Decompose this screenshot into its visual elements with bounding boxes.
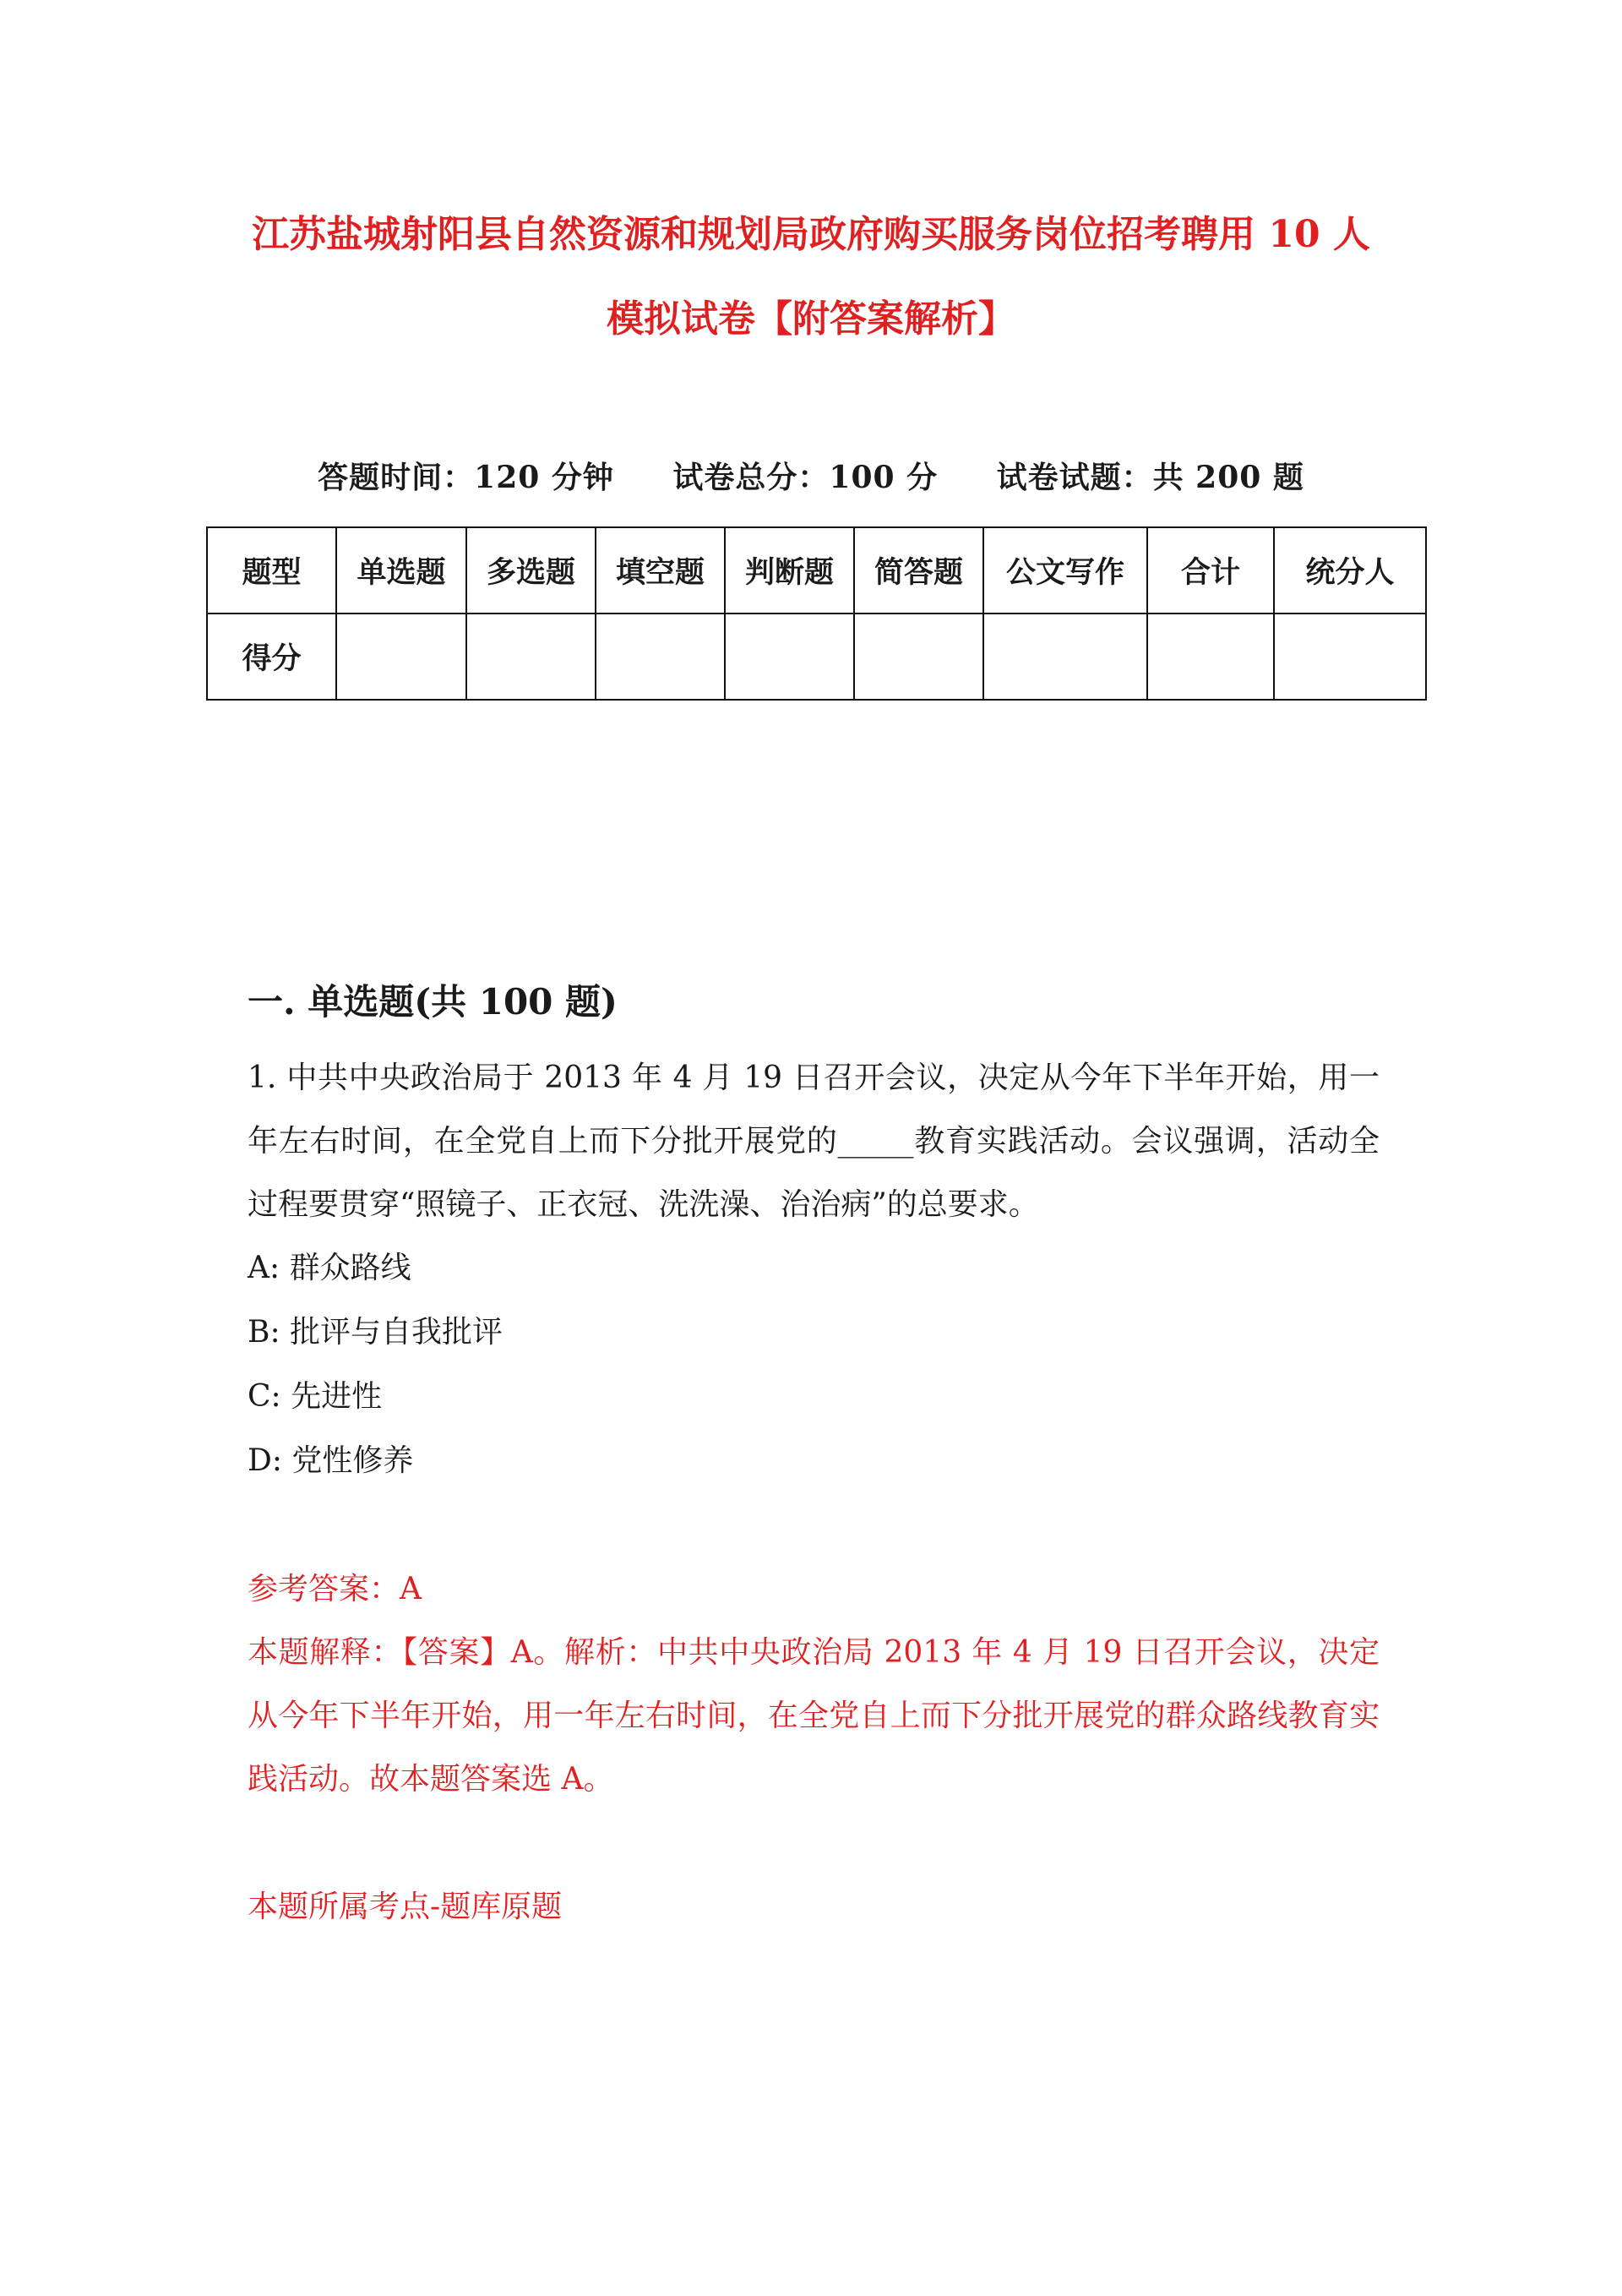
question-text: 1. 中共中央政治局于 2013 年 4 月 19 日召开会议，决定从今年下半年开始，用一年左右时间，在全党自上而下分批开展党的_____教育实践活动。会议强调，活动全过程要贯穿“照镜子、正衣冠、洗洗澡、治治病”的总要求。 <box>248 1061 1380 1222</box>
score-cell <box>596 614 725 700</box>
table-header-cell: 多选题 <box>466 527 596 614</box>
score-cell <box>983 614 1147 700</box>
table-header-cell: 合计 <box>1147 527 1274 614</box>
table-header-cell: 简答题 <box>854 527 983 614</box>
exam-question-count: 试卷试题：共 200 题 <box>996 460 1304 495</box>
table-header-cell: 统分人 <box>1274 527 1426 614</box>
option-a: A: 群众路线 <box>248 1251 411 1285</box>
section-heading: 一. 单选题(共 100 题) <box>248 981 618 1023</box>
table-header-cell: 单选题 <box>336 527 466 614</box>
question-topic: 本题所属考点-题库原题 <box>248 1890 563 1924</box>
table-header-cell: 填空题 <box>596 527 725 614</box>
document-title-line-2: 模拟试卷【附答案解析】 <box>607 297 1015 341</box>
score-table <box>206 526 1427 701</box>
score-cell <box>725 614 854 700</box>
score-cell <box>1147 614 1274 700</box>
exam-info <box>0 454 1622 497</box>
score-row-label: 得分 <box>207 614 336 700</box>
option-b: B: 批评与自我批评 <box>248 1315 503 1350</box>
table-header-cell: 判断题 <box>725 527 854 614</box>
table-header-cell: 题型 <box>207 527 336 614</box>
answer-explanation: 本题解释：【答案】A。解析：中共中央政治局 2013 年 4 月 19 日召开会议，决定从今年下半年开始，用一年左右时间，在全党自上而下分批开展党的群众路线教育实践活动。故本题答案选 A。 <box>248 1635 1380 1797</box>
score-table-header-row <box>207 527 1426 614</box>
exam-total-score: 试卷总分：100 分 <box>672 460 939 495</box>
score-cell <box>336 614 466 700</box>
table-header-cell: 公文写作 <box>983 527 1147 614</box>
score-cell <box>1274 614 1426 700</box>
exam-time: 答题时间：120 分钟 <box>318 460 614 495</box>
reference-answer: 参考答案：A <box>248 1572 422 1606</box>
score-cell <box>854 614 983 700</box>
score-table-score-row <box>207 614 1426 700</box>
option-d: D: 党性修养 <box>248 1443 414 1478</box>
document-title-line-1: 江苏盐城射阳县自然资源和规划局政府购买服务岗位招考聘用 10 人 <box>252 213 1370 256</box>
option-c: C: 先进性 <box>248 1379 383 1414</box>
score-cell <box>466 614 596 700</box>
